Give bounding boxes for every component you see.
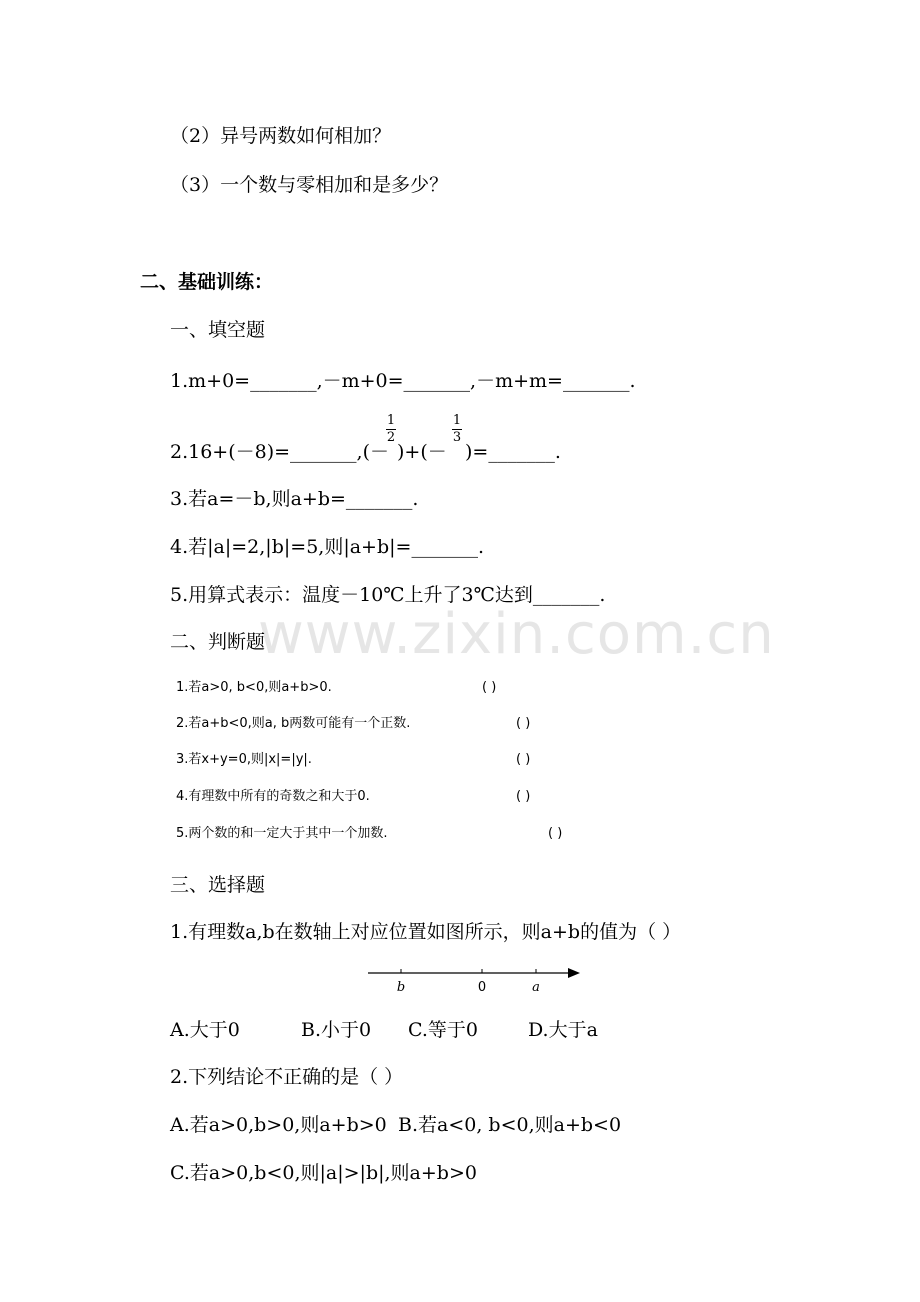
fraction-one-half xyxy=(386,414,396,445)
q2-option-b: B.若a<0, b<0,则a+b<0 xyxy=(398,1114,622,1136)
choice-question-2: 2.下列结论不正确的是（ ） xyxy=(170,1066,404,1088)
watermark: www.zixin.com.cn xyxy=(258,602,775,667)
intro-question-3: （3）一个数与零相加和是多少？ xyxy=(170,174,449,196)
judge-item-3: 3.若x+y=0,则|x|=|y|. xyxy=(176,752,312,767)
fill-blank-item-2a: 2.16+(－8)=_______,(－ xyxy=(170,441,390,463)
fill-blank-item-4: 4.若|a|=2,|b|=5,则|a+b|=_______. xyxy=(170,536,484,558)
fraction-one-third xyxy=(452,414,462,445)
q2-option-a: A.若a>0,b>0,则a+b>0 xyxy=(170,1114,387,1136)
fraction-numerator: 1 xyxy=(452,413,462,428)
fill-blank-item-3: 3.若a=－b,则a+b=_______. xyxy=(170,488,419,510)
fill-blank-item-2b: )+(－ xyxy=(397,441,447,463)
judge-item-5: 5.两个数的和一定大于其中一个加数. xyxy=(176,826,388,841)
fill-blank-title: 一、填空题 xyxy=(170,319,266,341)
judge-answer-4: ( ) xyxy=(516,789,531,804)
judge-item-2: 2.若a+b<0,则a, b两数可能有一个正数. xyxy=(176,716,411,731)
judge-item-1: 1.若a>0, b<0,则a+b>0. xyxy=(176,680,332,695)
q1-option-d: D.大于a xyxy=(528,1019,598,1041)
fill-blank-item-2c: )=_______. xyxy=(465,441,561,463)
q1-option-a: A.大于0 xyxy=(170,1019,240,1041)
section-title: 二、基础训练： xyxy=(140,271,274,293)
q2-option-c: C.若a>0,b<0,则|a|>|b|,则a+b>0 xyxy=(170,1162,477,1184)
fraction-numerator: 1 xyxy=(386,413,396,428)
fraction-denominator: 3 xyxy=(452,430,462,445)
fill-blank-item-5: 5.用算式表示：温度－10℃上升了3℃达到_______. xyxy=(170,584,606,606)
judge-answer-2: ( ) xyxy=(516,716,531,731)
judge-answer-5: ( ) xyxy=(548,826,563,841)
judge-answer-3: ( ) xyxy=(516,752,531,767)
fill-blank-item-1: 1.m+0=_______,－m+0=_______,－m+m=_______. xyxy=(170,370,636,392)
label-0: 0 xyxy=(477,980,487,995)
label-a: a xyxy=(532,980,540,995)
judge-title: 二、判断题 xyxy=(170,631,266,653)
choice-title: 三、选择题 xyxy=(170,874,266,896)
intro-question-2: （2）异号两数如何相加？ xyxy=(170,125,392,147)
number-line-arrow xyxy=(568,968,580,978)
judge-item-4: 4.有理数中所有的奇数之和大于0. xyxy=(176,789,370,804)
q1-option-b: B.小于0 xyxy=(301,1019,372,1041)
fraction-denominator: 2 xyxy=(386,430,396,445)
judge-answer-1: ( ) xyxy=(482,680,497,695)
choice-question-1: 1.有理数a,b在数轴上对应位置如图所示，则a+b的值为（ ） xyxy=(170,921,682,943)
label-b: b xyxy=(396,980,406,995)
number-line xyxy=(366,960,582,996)
q1-option-c: C.等于0 xyxy=(408,1019,478,1041)
